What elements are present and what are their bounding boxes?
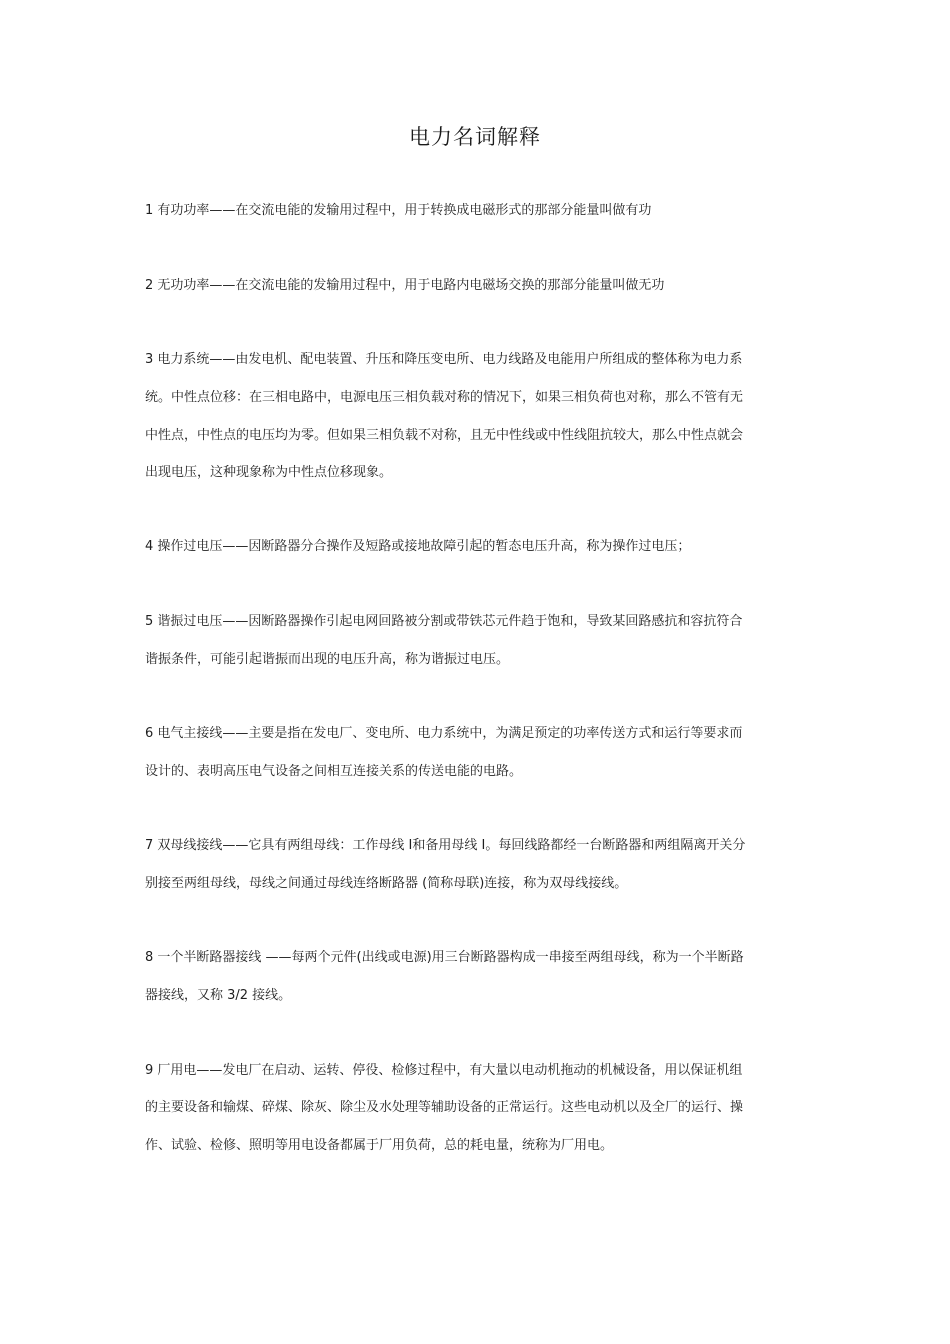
entry-3-line-2: 统。中性点位移：在三相电路中，电源电压三相负载对称的情况下，如果三相负荷也对称，那么不管有无 (145, 390, 744, 405)
entry-9-line-1: 9 厂用电——发电厂在启动、运转、停役、检修过程中，有大量以电动机拖动的机械设备，用以保证机组 (145, 1063, 743, 1078)
entry-6-line-1: 6 电气主接线——主要是指在发电厂、变电所、电力系统中，为满足预定的功率传送方式和运行等要求而 (145, 726, 743, 741)
entry-6-line-2: 设计的、表明高压电气设备之间相互连接关系的传送电能的电路。 (145, 764, 523, 779)
entry-7-line-1: 7 双母线接线——它具有两组母线：工作母线 Ⅰ和备用母线 Ⅰ。每回线路都经一台断路器和两组隔离开关分 (145, 838, 746, 853)
entry-5-line-1: 5 谐振过电压——因断路器操作引起电网回路被分割或带铁芯元件趋于饱和，导致某回路感抗和容抗符合 (145, 614, 743, 629)
entry-5-line-2: 谐振条件，可能引起谐振而出现的电压升高，称为谐振过电压。 (145, 652, 510, 667)
entry-7-line-2: 别接至两组母线，母线之间通过母线连络断路器 (简称母联)连接，称为双母线接线。 (145, 876, 628, 891)
page-title: 电力名词解释 (409, 125, 541, 149)
entry-3-line-3: 中性点，中性点的电压均为零。但如果三相负载不对称，且无中性线或中性线阻抗较大，那么中性点就会 (145, 428, 744, 443)
entry-4-line-1: 4 操作过电压——因断路器分合操作及短路或接地故障引起的暂态电压升高，称为操作过电压； (145, 539, 691, 554)
entry-9-line-2: 的主要设备和输煤、碎煤、除灰、除尘及水处理等辅助设备的正常运行。这些电动机以及全厂的运行、操 (145, 1100, 744, 1115)
entry-3-line-4: 出现电压，这种现象称为中性点位移现象。 (145, 465, 393, 480)
entry-8-line-1: 8 一个半断路器接线 ——每两个元件(出线或电源)用三台断路器构成一串接至两组母线，称为一个半断路 (145, 950, 744, 965)
entry-9-line-3: 作、试验、检修、照明等用电设备都属于厂用负荷，总的耗电量，统称为厂用电。 (145, 1138, 614, 1153)
entry-3-line-1: 3 电力系统——由发电机、配电装置、升压和降压变电所、电力线路及电能用户所组成的整体称为电力系 (145, 352, 743, 367)
entry-2-line-1: 2 无功功率——在交流电能的发输用过程中，用于电路内电磁场交换的那部分能量叫做无功 (145, 278, 665, 293)
entry-1-line-1: 1 有功功率——在交流电能的发输用过程中，用于转换成电磁形式的那部分能量叫做有功 (145, 203, 652, 218)
entry-8-line-2: 器接线，又称 3/2 接线。 (145, 988, 292, 1003)
